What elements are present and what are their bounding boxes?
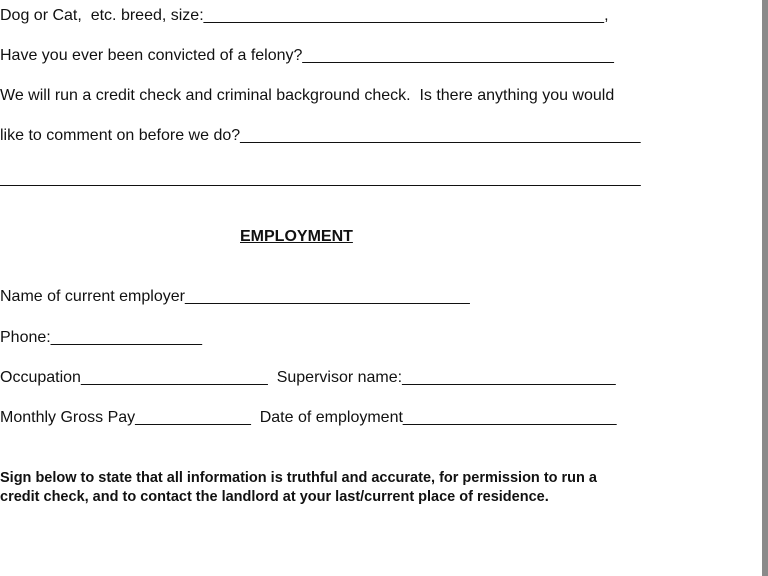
signature-statement-line-2: credit check, and to contact the landlord at your last/current place of residence. bbox=[0, 489, 549, 505]
signature-statement-line-1: Sign below to state that all information is truthful and accurate, for permission to run a bbox=[0, 470, 597, 486]
comment-field[interactable]: like to comment on before we do?_____________________________________________ bbox=[0, 127, 641, 144]
gross-pay-employment-date-field[interactable]: Monthly Gross Pay_____________ Date of employment________________________ bbox=[0, 409, 617, 426]
felony-question-field[interactable]: Have you ever been convicted of a felony?___________________________________ bbox=[0, 47, 614, 64]
occupation-supervisor-field[interactable]: Occupation_____________________ Supervisor name:________________________ bbox=[0, 369, 616, 386]
employment-heading: EMPLOYMENT bbox=[240, 228, 353, 245]
current-employer-field[interactable]: Name of current employer________________________________ bbox=[0, 288, 470, 305]
pets-breed-size-field[interactable]: Dog or Cat, etc. breed, size:_____________________________________________, bbox=[0, 7, 609, 24]
comment-continuation-field[interactable]: ________________________________________________________________________ bbox=[0, 170, 641, 187]
phone-field[interactable]: Phone:_________________ bbox=[0, 329, 202, 346]
background-check-notice: We will run a credit check and criminal background check. Is there anything you would bbox=[0, 87, 615, 104]
page-edge-shadow bbox=[762, 0, 768, 576]
